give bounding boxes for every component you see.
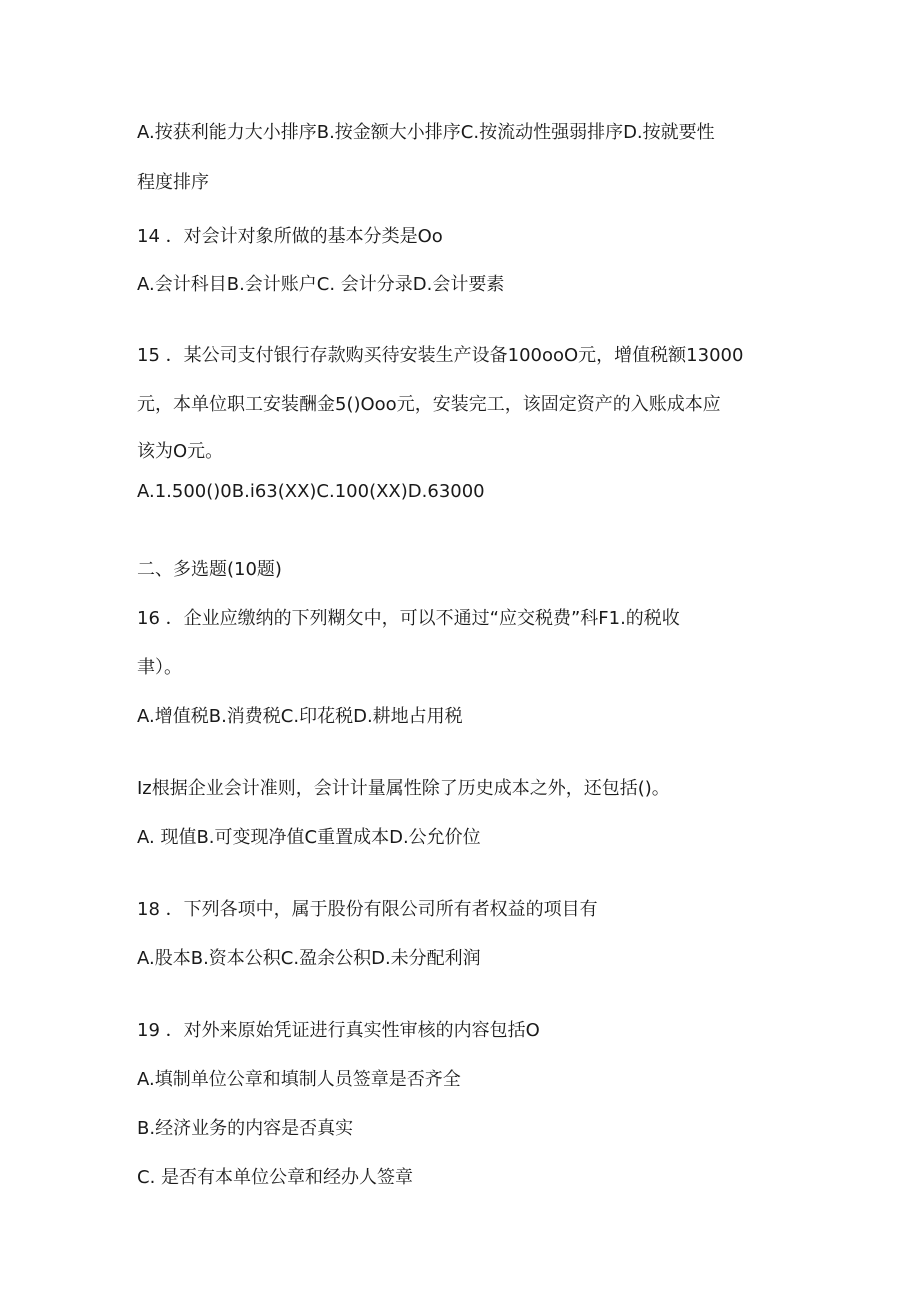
q19-stem: 19 ．对外来原始凭证进行真实性审核的内容包括O: [137, 1020, 540, 1041]
q15-stem-line2: 元，本单位职工安装酬金5()Ooo元，安装完工，该固定资产的入账成本应: [137, 394, 721, 415]
q15-options: A.1.500()0B.i63(XX)C.100(XX)D.63000: [137, 481, 485, 502]
q17-options: A. 现值B.可变现净值C重置成本D.公允价位: [137, 827, 481, 848]
q16-options: A.增值税B.消费税C.印花税D.耕地占用税: [137, 706, 463, 727]
q13-options-line2: 程度排序: [137, 172, 209, 193]
q15-stem-line3: 该为O元。: [137, 441, 224, 462]
q19-option-b: B.经济业务的内容是否真实: [137, 1118, 354, 1139]
q19-option-a: A.填制单位公章和填制人员签章是否齐全: [137, 1069, 461, 1090]
q18-options: A.股本B.资本公积C.盈余公积D.未分配利润: [137, 948, 481, 969]
q18-stem: 18 ．下列各项中，属于股份有限公司所有者权益的项目有: [137, 899, 598, 920]
section-heading-multiple-choice: 二、多选题(10题): [137, 559, 282, 580]
q19-option-c: C. 是否有本单位公章和经办人签章: [137, 1167, 414, 1188]
q16-stem-line1: 16 ．企业应缴纳的下列糊攵中，可以不通过“应交税费”科F1.的税收: [137, 608, 680, 629]
q15-stem-line1: 15 ．某公司支付银行存款购买待安装生产设备100ooO元，增值税额13000: [137, 345, 744, 366]
q13-options-line1: A.按获利能力大小排序B.按金额大小排序C.按流动性强弱排序D.按就要性: [137, 122, 715, 143]
q16-stem-line2: 聿）。: [137, 657, 182, 678]
q14-stem: 14 ．对会计对象所做的基本分类是Oo: [137, 226, 443, 247]
q14-options: A.会计科目B.会计账户C. 会计分录D.会计要素: [137, 274, 505, 295]
q17-stem: Iz根据企业会计准则，会计计量属性除了历史成本之外，还包括()。: [137, 778, 670, 799]
